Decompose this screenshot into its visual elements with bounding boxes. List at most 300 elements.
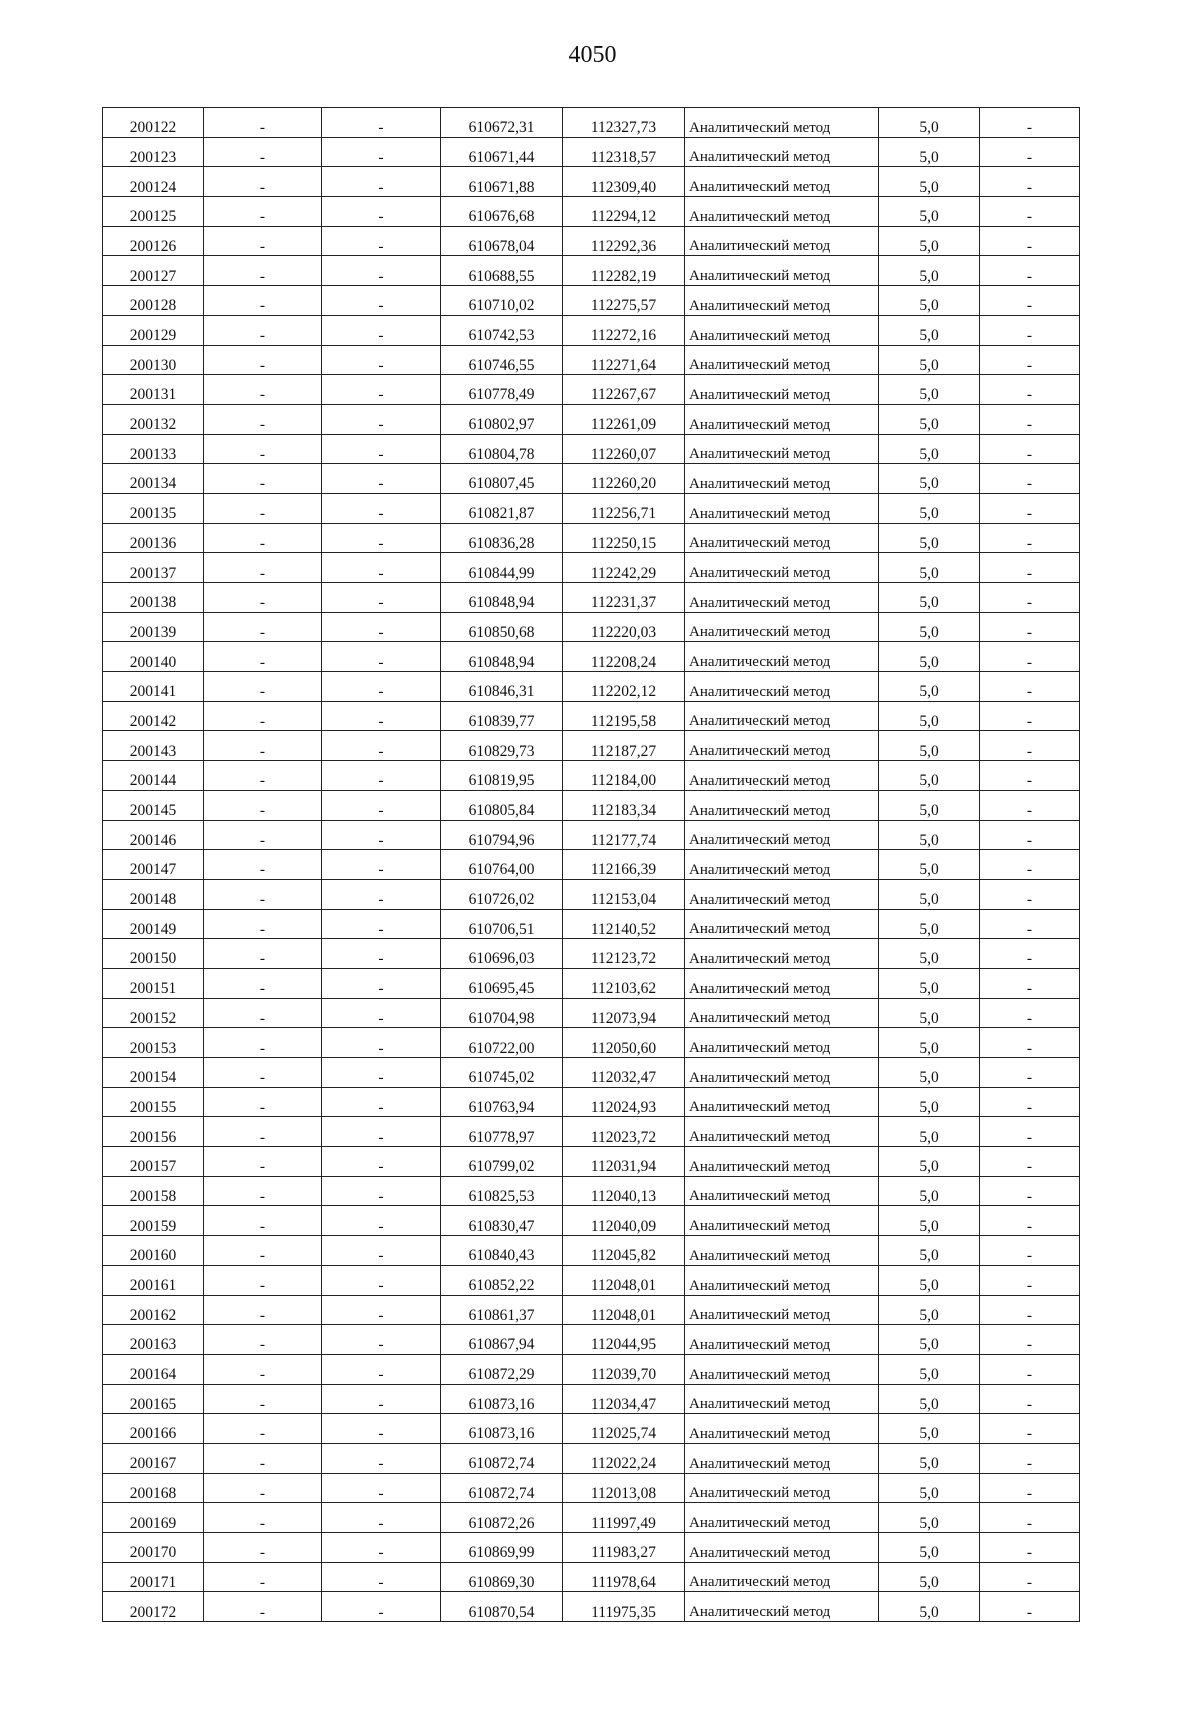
y-coordinate-cell: 112024,93 <box>563 1087 685 1117</box>
y-coordinate-cell: 112022,24 <box>563 1443 685 1473</box>
table-row <box>103 167 1080 197</box>
method-cell: Аналитический метод <box>685 1503 879 1533</box>
blank-cell-c: - <box>980 315 1080 345</box>
x-coordinate-cell: 610671,88 <box>441 167 563 197</box>
accuracy-cell: 5,0 <box>879 256 980 286</box>
blank-cell-a: - <box>204 1265 322 1295</box>
y-coordinate-cell: 112250,15 <box>563 523 685 553</box>
point-id-cell: 200122 <box>103 108 204 138</box>
blank-cell-b: - <box>322 375 441 405</box>
method-cell: Аналитический метод <box>685 1087 879 1117</box>
table-row <box>103 850 1080 880</box>
blank-cell-b: - <box>322 968 441 998</box>
method-cell: Аналитический метод <box>685 493 879 523</box>
blank-cell-b: - <box>322 523 441 553</box>
point-id-cell: 200147 <box>103 850 204 880</box>
point-id-cell: 200166 <box>103 1414 204 1444</box>
blank-cell-c: - <box>980 256 1080 286</box>
y-coordinate-cell: 112140,52 <box>563 909 685 939</box>
method-cell: Аналитический метод <box>685 1206 879 1236</box>
blank-cell-a: - <box>204 137 322 167</box>
point-id-cell: 200126 <box>103 226 204 256</box>
table-row <box>103 672 1080 702</box>
point-id-cell: 200130 <box>103 345 204 375</box>
point-id-cell: 200124 <box>103 167 204 197</box>
coordinates-table <box>102 107 1080 1622</box>
method-cell: Аналитический метод <box>685 1592 879 1622</box>
method-cell: Аналитический метод <box>685 1147 879 1177</box>
blank-cell-b: - <box>322 1058 441 1088</box>
x-coordinate-cell: 610764,00 <box>441 850 563 880</box>
accuracy-cell: 5,0 <box>879 1384 980 1414</box>
point-id-cell: 200149 <box>103 909 204 939</box>
method-cell: Аналитический метод <box>685 197 879 227</box>
y-coordinate-cell: 112040,13 <box>563 1176 685 1206</box>
blank-cell-b: - <box>322 464 441 494</box>
method-cell: Аналитический метод <box>685 1028 879 1058</box>
accuracy-cell: 5,0 <box>879 108 980 138</box>
blank-cell-b: - <box>322 672 441 702</box>
blank-cell-b: - <box>322 404 441 434</box>
point-id-cell: 200134 <box>103 464 204 494</box>
method-cell: Аналитический метод <box>685 523 879 553</box>
blank-cell-b: - <box>322 1117 441 1147</box>
accuracy-cell: 5,0 <box>879 493 980 523</box>
table-row <box>103 523 1080 553</box>
x-coordinate-cell: 610825,53 <box>441 1176 563 1206</box>
point-id-cell: 200133 <box>103 434 204 464</box>
y-coordinate-cell: 112048,01 <box>563 1295 685 1325</box>
table-row <box>103 1414 1080 1444</box>
table-row <box>103 1473 1080 1503</box>
x-coordinate-cell: 610848,94 <box>441 583 563 613</box>
y-coordinate-cell: 111975,35 <box>563 1592 685 1622</box>
y-coordinate-cell: 112272,16 <box>563 315 685 345</box>
point-id-cell: 200172 <box>103 1592 204 1622</box>
accuracy-cell: 5,0 <box>879 197 980 227</box>
accuracy-cell: 5,0 <box>879 1503 980 1533</box>
blank-cell-a: - <box>204 701 322 731</box>
blank-cell-b: - <box>322 256 441 286</box>
method-cell: Аналитический метод <box>685 108 879 138</box>
blank-cell-a: - <box>204 197 322 227</box>
y-coordinate-cell: 112327,73 <box>563 108 685 138</box>
blank-cell-c: - <box>980 1147 1080 1177</box>
x-coordinate-cell: 610778,49 <box>441 375 563 405</box>
table-row <box>103 790 1080 820</box>
table-row <box>103 315 1080 345</box>
point-id-cell: 200127 <box>103 256 204 286</box>
blank-cell-c: - <box>980 1206 1080 1236</box>
x-coordinate-cell: 610846,31 <box>441 672 563 702</box>
blank-cell-b: - <box>322 286 441 316</box>
method-cell: Аналитический метод <box>685 850 879 880</box>
point-id-cell: 200139 <box>103 612 204 642</box>
method-cell: Аналитический метод <box>685 1236 879 1266</box>
table-row <box>103 642 1080 672</box>
blank-cell-a: - <box>204 583 322 613</box>
blank-cell-b: - <box>322 642 441 672</box>
y-coordinate-cell: 112045,82 <box>563 1236 685 1266</box>
blank-cell-c: - <box>980 1295 1080 1325</box>
accuracy-cell: 5,0 <box>879 850 980 880</box>
blank-cell-a: - <box>204 1236 322 1266</box>
y-coordinate-cell: 112177,74 <box>563 820 685 850</box>
method-cell: Аналитический метод <box>685 1562 879 1592</box>
blank-cell-b: - <box>322 1562 441 1592</box>
point-id-cell: 200146 <box>103 820 204 850</box>
point-id-cell: 200143 <box>103 731 204 761</box>
y-coordinate-cell: 112048,01 <box>563 1265 685 1295</box>
x-coordinate-cell: 610830,47 <box>441 1206 563 1236</box>
method-cell: Аналитический метод <box>685 1384 879 1414</box>
table-row <box>103 286 1080 316</box>
blank-cell-b: - <box>322 137 441 167</box>
y-coordinate-cell: 112153,04 <box>563 879 685 909</box>
point-id-cell: 200125 <box>103 197 204 227</box>
y-coordinate-cell: 112261,09 <box>563 404 685 434</box>
point-id-cell: 200163 <box>103 1325 204 1355</box>
x-coordinate-cell: 610696,03 <box>441 939 563 969</box>
x-coordinate-cell: 610804,78 <box>441 434 563 464</box>
method-cell: Аналитический метод <box>685 672 879 702</box>
point-id-cell: 200159 <box>103 1206 204 1236</box>
blank-cell-c: - <box>980 404 1080 434</box>
blank-cell-c: - <box>980 553 1080 583</box>
point-id-cell: 200157 <box>103 1147 204 1177</box>
blank-cell-c: - <box>980 523 1080 553</box>
accuracy-cell: 5,0 <box>879 1176 980 1206</box>
method-cell: Аналитический метод <box>685 820 879 850</box>
point-id-cell: 200135 <box>103 493 204 523</box>
blank-cell-a: - <box>204 464 322 494</box>
x-coordinate-cell: 610819,95 <box>441 761 563 791</box>
accuracy-cell: 5,0 <box>879 701 980 731</box>
x-coordinate-cell: 610872,29 <box>441 1354 563 1384</box>
blank-cell-a: - <box>204 968 322 998</box>
blank-cell-c: - <box>980 672 1080 702</box>
y-coordinate-cell: 112123,72 <box>563 939 685 969</box>
x-coordinate-cell: 610688,55 <box>441 256 563 286</box>
blank-cell-b: - <box>322 1592 441 1622</box>
blank-cell-a: - <box>204 939 322 969</box>
blank-cell-c: - <box>980 493 1080 523</box>
point-id-cell: 200156 <box>103 1117 204 1147</box>
table-row <box>103 464 1080 494</box>
table-row <box>103 701 1080 731</box>
blank-cell-b: - <box>322 909 441 939</box>
y-coordinate-cell: 112231,37 <box>563 583 685 613</box>
table-row <box>103 1117 1080 1147</box>
accuracy-cell: 5,0 <box>879 642 980 672</box>
table-row <box>103 1533 1080 1563</box>
blank-cell-c: - <box>980 1592 1080 1622</box>
blank-cell-b: - <box>322 1028 441 1058</box>
point-id-cell: 200123 <box>103 137 204 167</box>
accuracy-cell: 5,0 <box>879 167 980 197</box>
x-coordinate-cell: 610872,74 <box>441 1473 563 1503</box>
table-row <box>103 1176 1080 1206</box>
accuracy-cell: 5,0 <box>879 1354 980 1384</box>
accuracy-cell: 5,0 <box>879 553 980 583</box>
x-coordinate-cell: 610704,98 <box>441 998 563 1028</box>
point-id-cell: 200151 <box>103 968 204 998</box>
x-coordinate-cell: 610706,51 <box>441 909 563 939</box>
blank-cell-c: - <box>980 761 1080 791</box>
blank-cell-b: - <box>322 1265 441 1295</box>
accuracy-cell: 5,0 <box>879 1443 980 1473</box>
blank-cell-c: - <box>980 939 1080 969</box>
blank-cell-c: - <box>980 1236 1080 1266</box>
point-id-cell: 200141 <box>103 672 204 702</box>
y-coordinate-cell: 112166,39 <box>563 850 685 880</box>
blank-cell-c: - <box>980 434 1080 464</box>
method-cell: Аналитический метод <box>685 761 879 791</box>
method-cell: Аналитический метод <box>685 612 879 642</box>
method-cell: Аналитический метод <box>685 1473 879 1503</box>
blank-cell-c: - <box>980 701 1080 731</box>
blank-cell-c: - <box>980 998 1080 1028</box>
blank-cell-b: - <box>322 1206 441 1236</box>
blank-cell-c: - <box>980 612 1080 642</box>
method-cell: Аналитический метод <box>685 434 879 464</box>
accuracy-cell: 5,0 <box>879 998 980 1028</box>
blank-cell-a: - <box>204 345 322 375</box>
method-cell: Аналитический метод <box>685 879 879 909</box>
table-row <box>103 612 1080 642</box>
table-row <box>103 1592 1080 1622</box>
blank-cell-a: - <box>204 909 322 939</box>
x-coordinate-cell: 610676,68 <box>441 197 563 227</box>
blank-cell-b: - <box>322 1414 441 1444</box>
blank-cell-b: - <box>322 1147 441 1177</box>
table-row <box>103 1265 1080 1295</box>
point-id-cell: 200154 <box>103 1058 204 1088</box>
y-coordinate-cell: 112040,09 <box>563 1206 685 1236</box>
blank-cell-a: - <box>204 434 322 464</box>
x-coordinate-cell: 610861,37 <box>441 1295 563 1325</box>
table-row <box>103 137 1080 167</box>
x-coordinate-cell: 610746,55 <box>441 345 563 375</box>
x-coordinate-cell: 610852,22 <box>441 1265 563 1295</box>
blank-cell-a: - <box>204 1206 322 1236</box>
point-id-cell: 200148 <box>103 879 204 909</box>
accuracy-cell: 5,0 <box>879 672 980 702</box>
table-row <box>103 583 1080 613</box>
x-coordinate-cell: 610805,84 <box>441 790 563 820</box>
x-coordinate-cell: 610867,94 <box>441 1325 563 1355</box>
x-coordinate-cell: 610672,31 <box>441 108 563 138</box>
x-coordinate-cell: 610799,02 <box>441 1147 563 1177</box>
point-id-cell: 200155 <box>103 1087 204 1117</box>
accuracy-cell: 5,0 <box>879 286 980 316</box>
x-coordinate-cell: 610678,04 <box>441 226 563 256</box>
blank-cell-c: - <box>980 167 1080 197</box>
y-coordinate-cell: 112208,24 <box>563 642 685 672</box>
method-cell: Аналитический метод <box>685 731 879 761</box>
x-coordinate-cell: 610807,45 <box>441 464 563 494</box>
x-coordinate-cell: 610844,99 <box>441 553 563 583</box>
blank-cell-a: - <box>204 1562 322 1592</box>
blank-cell-c: - <box>980 1176 1080 1206</box>
point-id-cell: 200142 <box>103 701 204 731</box>
blank-cell-a: - <box>204 820 322 850</box>
table-row <box>103 1206 1080 1236</box>
blank-cell-b: - <box>322 1087 441 1117</box>
blank-cell-c: - <box>980 197 1080 227</box>
blank-cell-a: - <box>204 108 322 138</box>
point-id-cell: 200129 <box>103 315 204 345</box>
point-id-cell: 200140 <box>103 642 204 672</box>
table-row <box>103 968 1080 998</box>
x-coordinate-cell: 610722,00 <box>441 1028 563 1058</box>
blank-cell-c: - <box>980 1414 1080 1444</box>
y-coordinate-cell: 112183,34 <box>563 790 685 820</box>
accuracy-cell: 5,0 <box>879 612 980 642</box>
y-coordinate-cell: 112032,47 <box>563 1058 685 1088</box>
table-row <box>103 553 1080 583</box>
blank-cell-a: - <box>204 879 322 909</box>
blank-cell-b: - <box>322 345 441 375</box>
x-coordinate-cell: 610872,74 <box>441 1443 563 1473</box>
table-row <box>103 1384 1080 1414</box>
accuracy-cell: 5,0 <box>879 404 980 434</box>
blank-cell-a: - <box>204 553 322 583</box>
blank-cell-a: - <box>204 731 322 761</box>
blank-cell-a: - <box>204 1443 322 1473</box>
blank-cell-a: - <box>204 761 322 791</box>
table-row <box>103 1058 1080 1088</box>
blank-cell-b: - <box>322 434 441 464</box>
blank-cell-a: - <box>204 493 322 523</box>
y-coordinate-cell: 112294,12 <box>563 197 685 227</box>
x-coordinate-cell: 610742,53 <box>441 315 563 345</box>
point-id-cell: 200161 <box>103 1265 204 1295</box>
accuracy-cell: 5,0 <box>879 731 980 761</box>
table-row <box>103 1236 1080 1266</box>
blank-cell-a: - <box>204 612 322 642</box>
method-cell: Аналитический метод <box>685 286 879 316</box>
blank-cell-b: - <box>322 998 441 1028</box>
accuracy-cell: 5,0 <box>879 1295 980 1325</box>
method-cell: Аналитический метод <box>685 226 879 256</box>
blank-cell-b: - <box>322 1176 441 1206</box>
y-coordinate-cell: 112318,57 <box>563 137 685 167</box>
accuracy-cell: 5,0 <box>879 1473 980 1503</box>
blank-cell-b: - <box>322 1295 441 1325</box>
blank-cell-c: - <box>980 1443 1080 1473</box>
table-row <box>103 731 1080 761</box>
blank-cell-b: - <box>322 761 441 791</box>
blank-cell-b: - <box>322 167 441 197</box>
accuracy-cell: 5,0 <box>879 1533 980 1563</box>
method-cell: Аналитический метод <box>685 1354 879 1384</box>
method-cell: Аналитический метод <box>685 167 879 197</box>
accuracy-cell: 5,0 <box>879 968 980 998</box>
blank-cell-a: - <box>204 226 322 256</box>
blank-cell-b: - <box>322 553 441 583</box>
blank-cell-c: - <box>980 583 1080 613</box>
table-row <box>103 1503 1080 1533</box>
blank-cell-c: - <box>980 1265 1080 1295</box>
method-cell: Аналитический метод <box>685 1265 879 1295</box>
blank-cell-a: - <box>204 1592 322 1622</box>
x-coordinate-cell: 610802,97 <box>441 404 563 434</box>
blank-cell-b: - <box>322 583 441 613</box>
table-row <box>103 1295 1080 1325</box>
blank-cell-b: - <box>322 1443 441 1473</box>
accuracy-cell: 5,0 <box>879 1058 980 1088</box>
y-coordinate-cell: 112260,20 <box>563 464 685 494</box>
blank-cell-c: - <box>980 1503 1080 1533</box>
method-cell: Аналитический метод <box>685 1117 879 1147</box>
point-id-cell: 200171 <box>103 1562 204 1592</box>
x-coordinate-cell: 610873,16 <box>441 1414 563 1444</box>
table-row <box>103 879 1080 909</box>
accuracy-cell: 5,0 <box>879 1265 980 1295</box>
accuracy-cell: 5,0 <box>879 523 980 553</box>
method-cell: Аналитический метод <box>685 1058 879 1088</box>
blank-cell-c: - <box>980 1028 1080 1058</box>
method-cell: Аналитический метод <box>685 1325 879 1355</box>
blank-cell-b: - <box>322 1236 441 1266</box>
method-cell: Аналитический метод <box>685 404 879 434</box>
x-coordinate-cell: 610695,45 <box>441 968 563 998</box>
method-cell: Аналитический метод <box>685 968 879 998</box>
x-coordinate-cell: 610778,97 <box>441 1117 563 1147</box>
blank-cell-a: - <box>204 1117 322 1147</box>
blank-cell-b: - <box>322 790 441 820</box>
blank-cell-b: - <box>322 1325 441 1355</box>
table-body <box>103 108 1080 1622</box>
method-cell: Аналитический метод <box>685 1414 879 1444</box>
accuracy-cell: 5,0 <box>879 1592 980 1622</box>
y-coordinate-cell: 112267,67 <box>563 375 685 405</box>
method-cell: Аналитический метод <box>685 701 879 731</box>
x-coordinate-cell: 610763,94 <box>441 1087 563 1117</box>
table-row <box>103 998 1080 1028</box>
method-cell: Аналитический метод <box>685 464 879 494</box>
blank-cell-c: - <box>980 879 1080 909</box>
y-coordinate-cell: 112044,95 <box>563 1325 685 1355</box>
accuracy-cell: 5,0 <box>879 315 980 345</box>
x-coordinate-cell: 610840,43 <box>441 1236 563 1266</box>
y-coordinate-cell: 111983,27 <box>563 1533 685 1563</box>
blank-cell-c: - <box>980 1325 1080 1355</box>
blank-cell-c: - <box>980 1117 1080 1147</box>
y-coordinate-cell: 112073,94 <box>563 998 685 1028</box>
blank-cell-a: - <box>204 1325 322 1355</box>
blank-cell-a: - <box>204 1533 322 1563</box>
y-coordinate-cell: 112242,29 <box>563 553 685 583</box>
method-cell: Аналитический метод <box>685 1533 879 1563</box>
point-id-cell: 200167 <box>103 1443 204 1473</box>
table-row <box>103 1325 1080 1355</box>
y-coordinate-cell: 112260,07 <box>563 434 685 464</box>
accuracy-cell: 5,0 <box>879 1087 980 1117</box>
y-coordinate-cell: 112271,64 <box>563 345 685 375</box>
point-id-cell: 200150 <box>103 939 204 969</box>
table-row <box>103 820 1080 850</box>
y-coordinate-cell: 112202,12 <box>563 672 685 702</box>
method-cell: Аналитический метод <box>685 375 879 405</box>
point-id-cell: 200168 <box>103 1473 204 1503</box>
blank-cell-a: - <box>204 523 322 553</box>
y-coordinate-cell: 112195,58 <box>563 701 685 731</box>
x-coordinate-cell: 610836,28 <box>441 523 563 553</box>
table-row <box>103 197 1080 227</box>
method-cell: Аналитический метод <box>685 1295 879 1325</box>
